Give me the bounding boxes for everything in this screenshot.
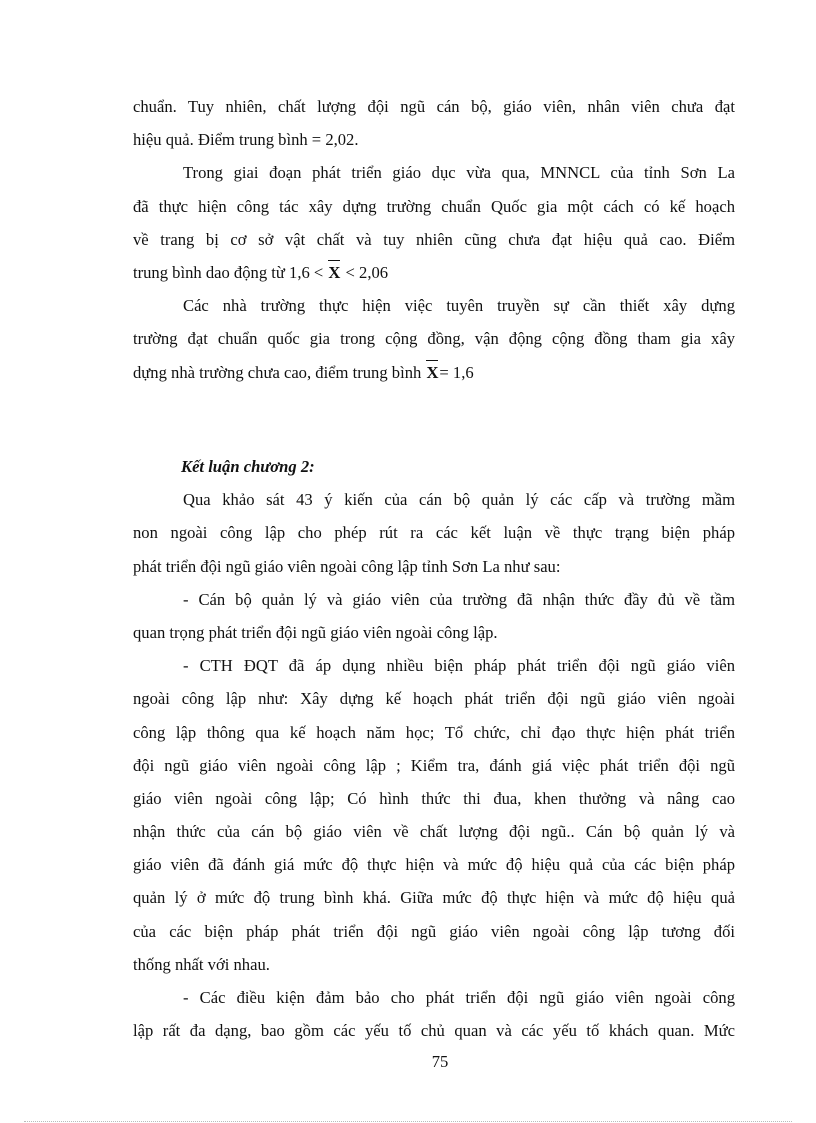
mean-suffix: = 1,6: [439, 362, 474, 382]
body-text-top: [133, 90, 735, 389]
paragraph-line: Trong giai đoạn phát triển giáo dục vừa qua, MNNCL của tỉnh Sơn La: [183, 163, 735, 183]
paragraph-line: trường đạt chuẩn quốc gia trong cộng đồng, vận động cộng đồng tham gia xây: [133, 329, 735, 349]
paragraph-line: chuẩn. Tuy nhiên, chất lượng đội ngũ cán bộ, giáo viên, nhân viên chưa đạt: [133, 97, 735, 116]
paragraph-line: quan trọng phát triển đội ngũ giáo viên ngoài công lập.: [133, 622, 498, 642]
page-number: 75: [431, 1052, 449, 1071]
paragraph-line: đội ngũ giáo viên ngoài công lập ; Kiểm tra, đánh giá việc phát triển đội ngũ: [133, 755, 735, 775]
paragraph-line: phát triển đội ngũ giáo viên ngoài công lập tỉnh Sơn La như sau:: [133, 556, 561, 576]
page-bottom-divider: [24, 1121, 792, 1122]
paragraph-line: lập rất đa dạng, bao gồm các yếu tố chủ quan và các yếu tố khách quan. Mức: [133, 1021, 735, 1041]
section-heading: Kết luận chương 2:: [181, 457, 315, 476]
bullet-line: - Các điều kiện đảm bảo cho phát triển đội ngũ giáo viên ngoài công: [183, 988, 735, 1007]
paragraph-line: Qua khảo sát 43 ý kiến của cán bộ quản lý các cấp và trường mầm: [183, 490, 735, 510]
paragraph-line: của các biện pháp phát triển đội ngũ giáo viên ngoài công lập tương đối: [133, 921, 735, 941]
mean-x-bar-symbol: X: [327, 256, 341, 289]
mean-prefix: dựng nhà trường chưa cao, điểm trung bình: [133, 362, 426, 382]
range-suffix: < 2,06: [341, 262, 389, 282]
paragraph-line: ngoài công lập như: Xây dựng kế hoạch phát triển đội ngũ giáo viên ngoài: [133, 689, 735, 709]
paragraph-line: nhận thức của cán bộ giáo viên về chất lượng đội ngũ.. Cán bộ quản lý và: [133, 822, 735, 842]
paragraph-line: giáo viên đã đánh giá mức độ thực hiện và mức độ hiệu quả của các biện pháp: [133, 855, 735, 875]
paragraph-line-with-mean: [133, 356, 735, 389]
bullet-line: - CTH ĐQT đã áp dụng nhiều biện pháp phát triển đội ngũ giáo viên: [183, 656, 735, 676]
paragraph-line: công lập thông qua kế hoạch năm học; Tổ chức, chỉ đạo thực hiện phát triển: [133, 722, 735, 742]
bullet-line: - Cán bộ quản lý và giáo viên của trường đã nhận thức đầy đủ về tầm: [183, 589, 735, 609]
paragraph-line: hiệu quả. Điểm trung bình = 2,02.: [133, 130, 359, 150]
paragraph-line: giáo viên ngoài công lập; Có hình thức thi đua, khen thưởng và nâng cao: [133, 788, 735, 808]
paragraph-line: đã thực hiện công tác xây dựng trường chuẩn Quốc gia một cách có kế hoạch: [133, 196, 735, 216]
range-prefix: trung bình dao động từ 1,6 <: [133, 262, 328, 282]
paragraph-line-with-mean-range: [133, 256, 735, 289]
paragraph-line: về trang bị cơ sở vật chất và tuy nhiên cũng chưa đạt hiệu quả cao. Điểm: [133, 229, 735, 249]
paragraph-line: non ngoài công lập cho phép rút ra các kết luận về thực trạng biện pháp: [133, 523, 735, 543]
paragraph-line: thống nhất với nhau.: [133, 954, 270, 974]
mean-x-bar-symbol: X: [425, 356, 439, 389]
conclusion-section: [133, 450, 735, 1047]
paragraph-line: Các nhà trường thực hiện việc tuyên truyền sự cần thiết xây dựng: [183, 296, 735, 316]
paragraph-line: quản lý ở mức độ trung bình khá. Giữa mức độ thực hiện và mức độ hiệu quả: [133, 888, 735, 908]
